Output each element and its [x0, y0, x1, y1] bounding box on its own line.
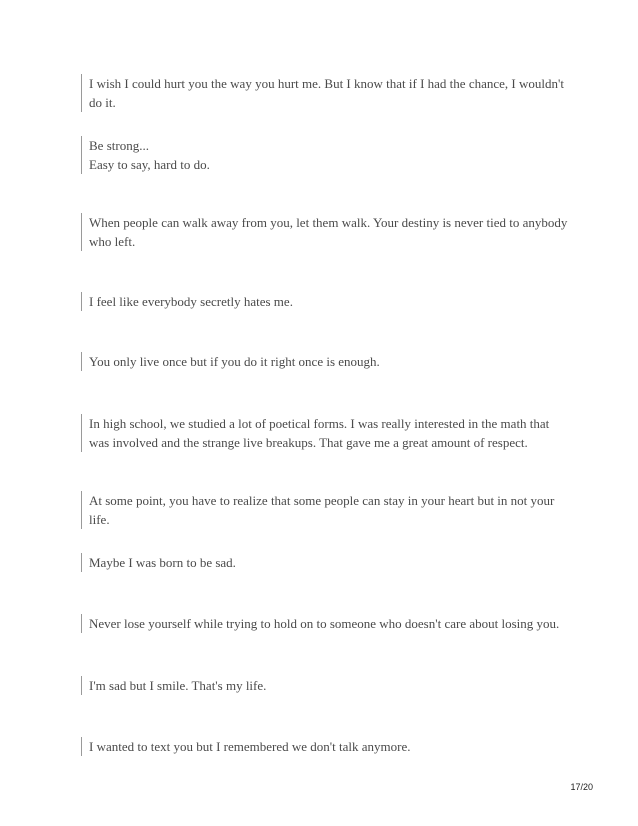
quote-text: I wish I could hurt you the way you hurt me. But I know that if I had the chance, I wouldn't do it.	[89, 76, 564, 110]
quote-text: Easy to say, hard to do.	[89, 157, 210, 172]
quote-block	[81, 74, 569, 112]
quote-block	[81, 553, 569, 572]
quote-text: At some point, you have to realize that some people can stay in your heart but in not your life.	[89, 493, 555, 527]
quote-text: I feel like everybody secretly hates me.	[89, 294, 293, 309]
quote-block	[81, 292, 569, 311]
quote-text: When people can walk away from you, let them walk. Your destiny is never tied to anybody who left.	[89, 215, 568, 249]
quote-block	[81, 213, 569, 251]
quote-block	[81, 676, 569, 695]
quote-text: Be strong...	[89, 138, 149, 153]
quote-block	[81, 136, 569, 174]
quote-block	[81, 491, 569, 529]
quote-block	[81, 737, 569, 756]
quote-text: Never lose yourself while trying to hold on to someone who doesn't care about losing you.	[89, 616, 560, 631]
quote-text: Maybe I was born to be sad.	[89, 555, 236, 570]
quote-text: In high school, we studied a lot of poetical forms. I was really interested in the math that was involved and the strange live breakups. That gave me a great amount of respect.	[89, 416, 550, 450]
quote-text: I wanted to text you but I remembered we don't talk anymore.	[89, 739, 411, 754]
quote-text: I'm sad but I smile. That's my life.	[89, 678, 267, 693]
page-number: 17/20	[570, 782, 593, 792]
quote-block	[81, 614, 569, 633]
quote-block	[81, 352, 569, 371]
quote-text: You only live once but if you do it right once is enough.	[89, 354, 380, 369]
quote-block	[81, 414, 569, 452]
